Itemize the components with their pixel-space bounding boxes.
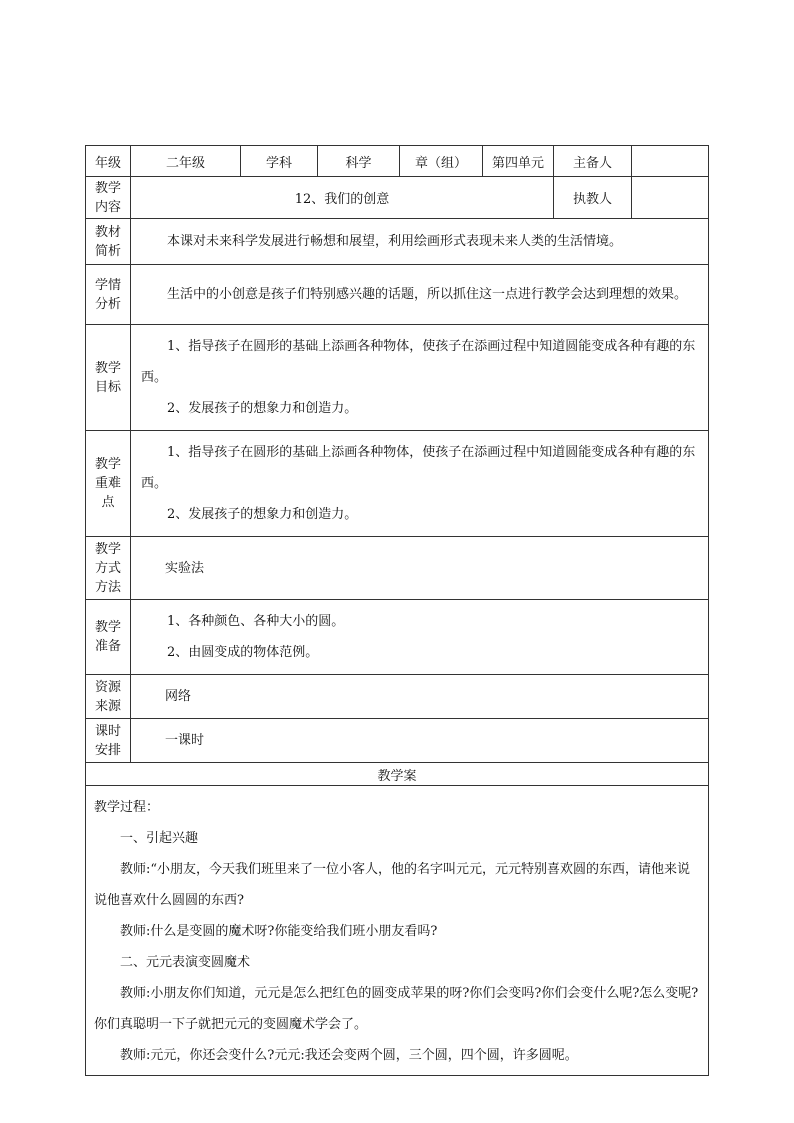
preparer-label: 主备人 [554, 146, 632, 177]
process-row [86, 786, 709, 1076]
students-text: 生活中的小创意是孩子们特别感兴趣的话题，所以抓住这一点进行教学会达到理想的效果。 [131, 265, 709, 325]
schedule-text: 一课时 [131, 719, 709, 763]
material-label: 教材 简析 [86, 219, 131, 265]
grade-value: 二年级 [131, 146, 241, 177]
subject-value: 科学 [318, 146, 400, 177]
prep-text: 1、各种颜色、各种大小的圆。 2、由圆变成的物体范例。 [131, 600, 709, 675]
content-row [86, 177, 709, 219]
method-row [86, 537, 709, 600]
process-paragraph: 教师:小朋友你们知道，元元是怎么把红色的圆变成苹果的呀?你们会变吗?你们会变什么呢?怎么变呢?你们真聪明一下子就把元元的变圆魔术学会了。 [94, 986, 699, 1032]
method-text: 实验法 [131, 537, 709, 600]
students-row [86, 265, 709, 325]
students-label: 学情 分析 [86, 265, 131, 325]
chapter-label: 章（组） [400, 146, 483, 177]
subject-label: 学科 [241, 146, 318, 177]
grade-label: 年级 [86, 146, 131, 177]
content-label: 教学 内容 [86, 177, 131, 219]
keypoints-row [86, 431, 709, 537]
schedule-row [86, 719, 709, 763]
process-paragraph: 教师:元元，你还会变什么?元元:我还会变两个圆，三个圆，四个圆，许多圆呢。 [120, 1048, 578, 1063]
process-paragraph: 教师:“小朋友，今天我们班里来了一位小客人，他的名字叫元元，元元特别喜欢圆的东西，请他来说说他喜欢什么圆圆的东西? [94, 862, 691, 908]
plan-title-row [86, 763, 709, 786]
content-value: 12、我们的创意 [131, 177, 554, 219]
schedule-label: 课时 安排 [86, 719, 131, 763]
prep-row [86, 600, 709, 675]
goals-row [86, 325, 709, 431]
preparer-value [632, 146, 709, 177]
resources-text: 网络 [131, 675, 709, 719]
process-paragraph: 一、引起兴趣 [120, 831, 199, 846]
process-paragraph: 教师:什么是变圆的魔术呀?你能变给我们班小朋友看吗? [120, 924, 438, 939]
process-title: 教学过程： [94, 800, 160, 815]
resources-label: 资源 来源 [86, 675, 131, 719]
resources-row [86, 675, 709, 719]
prep-label: 教学 准备 [86, 600, 131, 675]
chapter-value: 第四单元 [483, 146, 554, 177]
material-text: 本课对未来科学发展进行畅想和展望，利用绘画形式表现未来人类的生活情境。 [131, 219, 709, 265]
plan-title: 教学案 [86, 763, 709, 786]
lesson-plan-table [85, 145, 709, 1076]
teacher-value [632, 177, 709, 219]
teacher-label: 执教人 [554, 177, 632, 219]
process-content [86, 786, 709, 1076]
process-paragraph: 二、元元表演变圆魔术 [120, 955, 251, 970]
method-label: 教学 方式 方法 [86, 537, 131, 600]
keypoints-text: 1、指导孩子在圆形的基础上添画各种物体，使孩子在添画过程中知道圆能变成各种有趣的东西。 2、发展孩子的想象力和创造力。 [131, 431, 709, 537]
header-row [86, 146, 709, 177]
goals-label: 教学 目标 [86, 325, 131, 431]
keypoints-label: 教学 重难 点 [86, 431, 131, 537]
goals-text: 1、指导孩子在圆形的基础上添画各种物体，使孩子在添画过程中知道圆能变成各种有趣的东西。 2、发展孩子的想象力和创造力。 [131, 325, 709, 431]
material-row [86, 219, 709, 265]
